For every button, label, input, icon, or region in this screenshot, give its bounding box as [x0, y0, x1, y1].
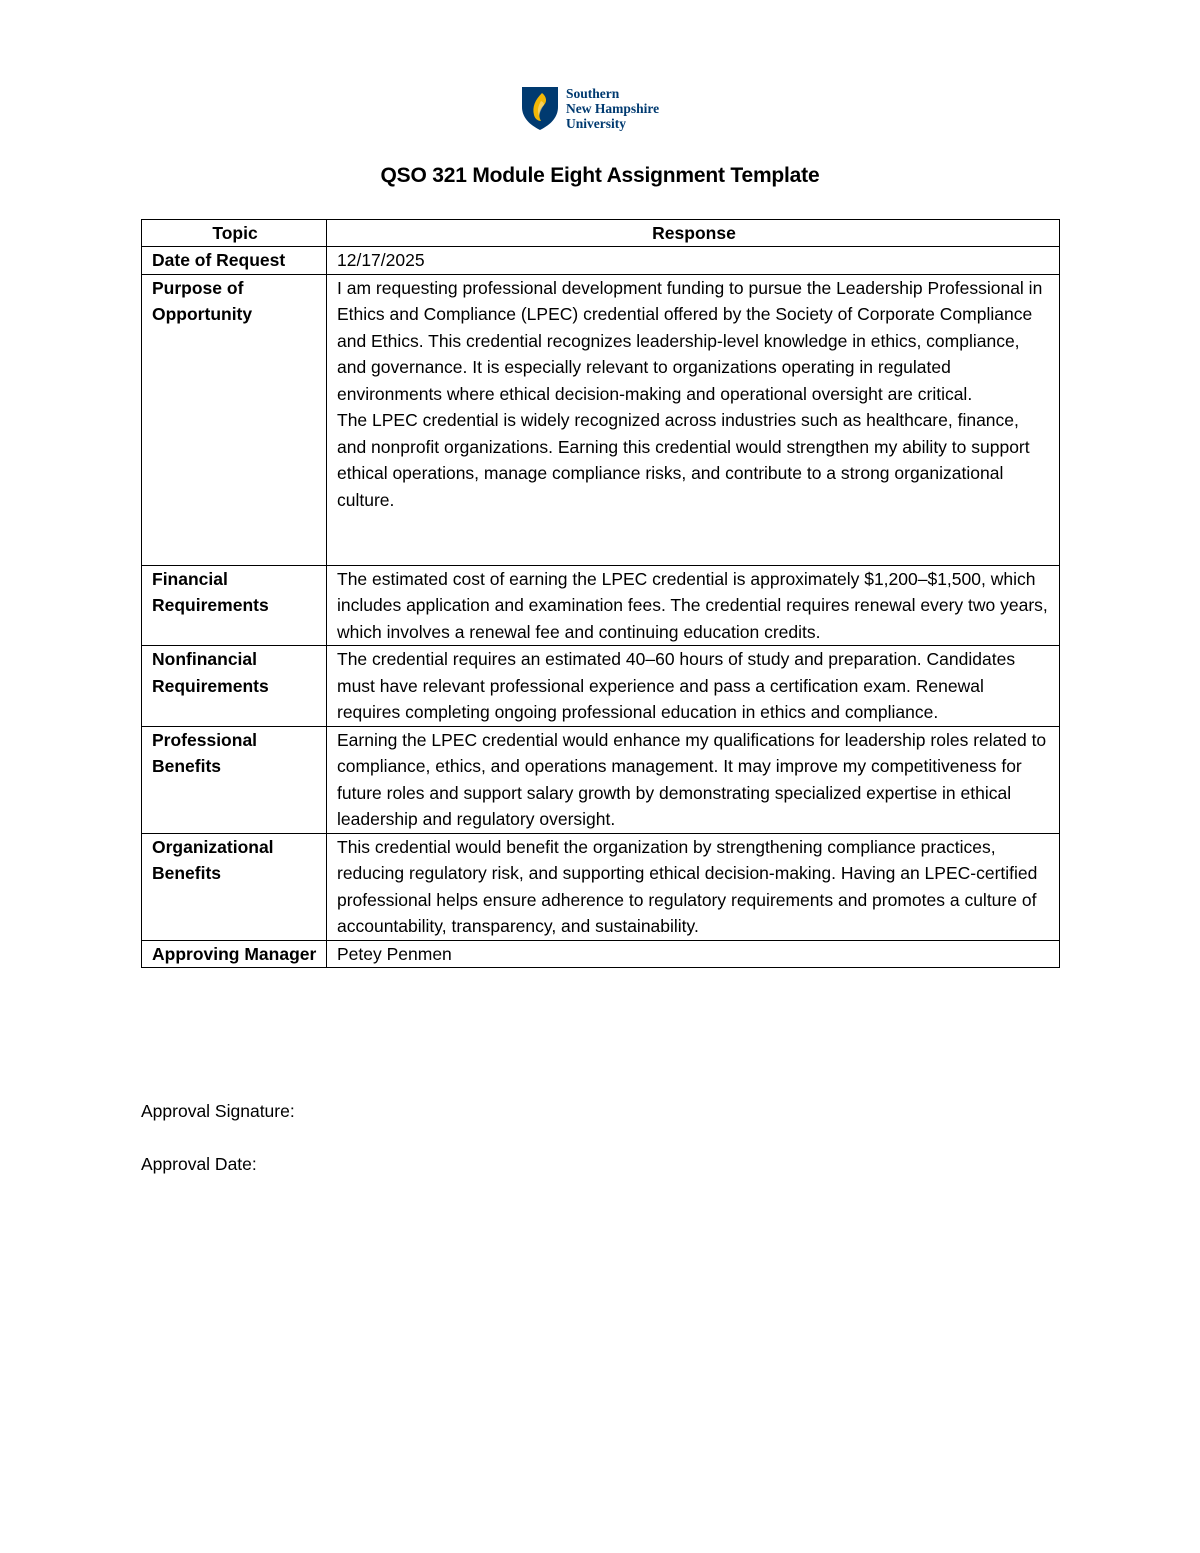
response-paragraph: 12/17/2025: [337, 250, 425, 270]
row-topic: Financial Requirements: [142, 565, 327, 646]
response-paragraph: The estimated cost of earning the LPEC credential is approximately $1,200–$1,500, which includes application and examination fees. The credential requires renewal every two years, which involves a renewal fee and continuing education credits.: [337, 568, 1048, 642]
logo-line-1: Southern: [566, 85, 620, 101]
row-response: [327, 646, 1060, 727]
row-response: [327, 565, 1060, 646]
table-row: [142, 940, 1060, 968]
header-response: Response: [327, 220, 1060, 247]
table-row: [142, 646, 1060, 727]
row-topic: Organizational Benefits: [142, 833, 327, 940]
assignment-table: [141, 219, 1060, 968]
row-response: [327, 247, 1060, 275]
response-paragraph: Petey Penmen: [337, 943, 452, 964]
row-topic: Nonfinancial Requirements: [142, 646, 327, 727]
response-paragraph: The credential requires an estimated 40–60 hours of study and preparation. Candidates must have relevant professional experience and pass a certification exam. Renewal requires completing ongoing professional education in ethics and compliance.: [337, 649, 1016, 722]
response-paragraph: Earning the LPEC credential would enhance my qualifications for leadership roles related to compliance, ethics, and operations management. It may improve my competitiveness for future roles and support salary growth by demonstrating specialized expertise in ethical leadership and regulatory oversight.: [337, 729, 1047, 829]
document-title: QSO 321 Module Eight Assignment Template: [380, 164, 820, 187]
row-topic: Professional Benefits: [142, 726, 327, 833]
university-logo: [520, 84, 690, 132]
response-paragraph: The LPEC credential is widely recognized across industries such as healthcare, finance, and nonprofit organizations. Earning this credential would strengthen my ability to support ethical operations, manage compliance risks, and contribute to a strong organizational culture.: [337, 410, 1030, 510]
approval-date-label: Approval Date:: [141, 1154, 257, 1174]
row-response: [327, 833, 1060, 940]
row-response: [327, 940, 1060, 968]
university-wordmark: [566, 86, 659, 131]
row-response: [327, 274, 1060, 565]
row-topic: Purpose of Opportunity: [142, 274, 327, 565]
table-header-row: [142, 220, 1060, 247]
row-response: [327, 726, 1060, 833]
logo-line-3: University: [566, 115, 626, 131]
table-row: [142, 565, 1060, 646]
table-row: [142, 833, 1060, 940]
shield-flame-icon: [520, 85, 560, 131]
header-topic: Topic: [142, 220, 327, 247]
row-topic: Date of Request: [142, 247, 327, 275]
table-row: [142, 726, 1060, 833]
table-row: [142, 247, 1060, 275]
approval-signature-label: Approval Signature:: [141, 1101, 295, 1121]
logo-line-2: New Hampshire: [566, 100, 660, 116]
row-topic: Approving Manager: [142, 940, 327, 968]
response-paragraph: This credential would benefit the organization by strengthening compliance practices, reducing regulatory risk, and supporting ethical decision-making. Having an LPEC-certified professional helps ensure adherence to regulatory requirements and promotes a culture of accountability, transparency, and sustainability.: [337, 836, 1038, 936]
table-row: [142, 274, 1060, 565]
response-paragraph: I am requesting professional development funding to pursue the Leadership Professional in Ethics and Compliance (LPEC) credential offered by the Society of Corporate Compliance and Ethics. This credential recognizes leadership-level knowledge in ethics, compliance, and governance. It is especially relevant to organizations operating in regulated environments where ethical decision-making and operational oversight are critical.: [337, 277, 1043, 404]
